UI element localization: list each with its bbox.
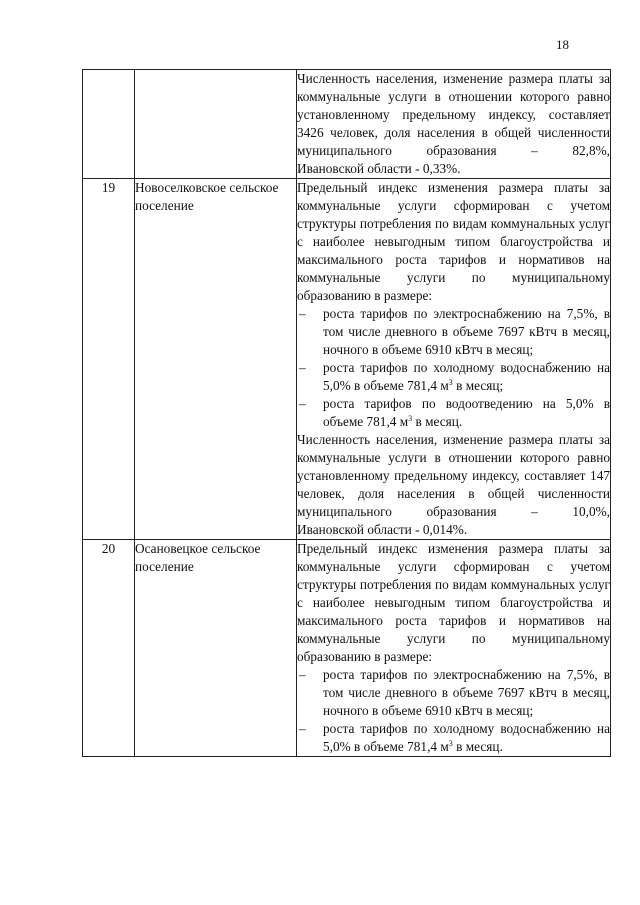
row-number: 19 [83, 179, 135, 540]
dash-marker: – [299, 721, 306, 736]
population-last-line: Ивановской области - 0,33%. [297, 161, 461, 176]
row-number: 20 [83, 540, 135, 757]
list-item [297, 720, 610, 756]
index-text: Предельный индекс изменения размера платы за коммунальные услуги сформирован с учетом структуры потребления по видам коммунальных услуг с наиболее невыгодным типом благоустройства и максимального роста тарифов и нормативов на коммунальные услуги по муниципальному [297, 180, 610, 285]
index-last-line: образованию в размере: [297, 288, 433, 303]
index-text: Предельный индекс изменения размера платы за коммунальные услуги сформирован с учетом структуры потребления по видам коммунальных услуг с наиболее невыгодным типом благоустройства и максимального роста тарифов и нормативов на коммунальные услуги по муниципальному [297, 541, 610, 646]
item-text: роста тарифов по холодному водоснабжению на 5,0% в объеме 781,4 м [323, 721, 610, 754]
dash-marker: – [299, 306, 306, 321]
list-item [297, 666, 610, 720]
population-text: Численность населения, изменение размера платы за коммунальные услуги в отношении которого равно установленному предельному индексу, составляет 147 человек, доля населения в общей численности муниципального образования – 10,0%, [297, 432, 610, 519]
list-item [297, 395, 610, 431]
settlement-name [135, 70, 297, 179]
page-number: 18 [556, 37, 569, 52]
superscript: 3 [448, 378, 453, 387]
table-row [83, 179, 611, 540]
index-last-line: образованию в размере: [297, 649, 433, 664]
municipal-index-table [82, 69, 611, 757]
index-paragraph [297, 540, 610, 666]
population-paragraph [297, 431, 610, 539]
item-text: роста тарифов по холодному водоснабжению на 5,0% в объеме 781,4 м [323, 360, 610, 393]
population-paragraph [297, 70, 610, 178]
item-tail: в месяц. [452, 739, 503, 754]
item-tail: в месяц. [412, 414, 463, 429]
dash-marker: – [299, 360, 306, 375]
row-number [83, 70, 135, 179]
tariff-list [297, 666, 610, 756]
superscript: 3 [408, 414, 413, 423]
population-text: Численность населения, изменение размера платы за коммунальные услуги в отношении которого равно установленному предельному индексу, составляет 3426 человек, доля населения в общей численности муниципального образования – 82,8%, [297, 71, 610, 158]
population-last-line: Ивановской области - 0,014%. [297, 522, 468, 537]
list-item [297, 305, 610, 359]
settlement-name: Осановецкое сельское поселение [135, 540, 297, 757]
dash-marker: – [299, 667, 306, 682]
index-description [297, 179, 611, 540]
index-description [297, 70, 611, 179]
item-tail: в месяц; [452, 378, 504, 393]
superscript: 3 [448, 739, 453, 748]
item-text: роста тарифов по водоотведению на 5,0% в объеме 781,4 м [323, 396, 610, 429]
table-row [83, 70, 611, 179]
table-row [83, 540, 611, 757]
item-text: роста тарифов по электроснабжению на 7,5%, в том числе дневного в объеме 7697 кВтч в месяц, ночного в объеме 6910 кВтч в месяц; [323, 306, 610, 357]
settlement-name: Новоселковское сельское поселение [135, 179, 297, 540]
item-text: роста тарифов по электроснабжению на 7,5%, в том числе дневного в объеме 7697 кВтч в месяц, ночного в объеме 6910 кВтч в месяц; [323, 667, 610, 718]
tariff-list [297, 305, 610, 431]
dash-marker: – [299, 396, 306, 411]
index-paragraph [297, 179, 610, 305]
index-description [297, 540, 611, 757]
list-item [297, 359, 610, 395]
